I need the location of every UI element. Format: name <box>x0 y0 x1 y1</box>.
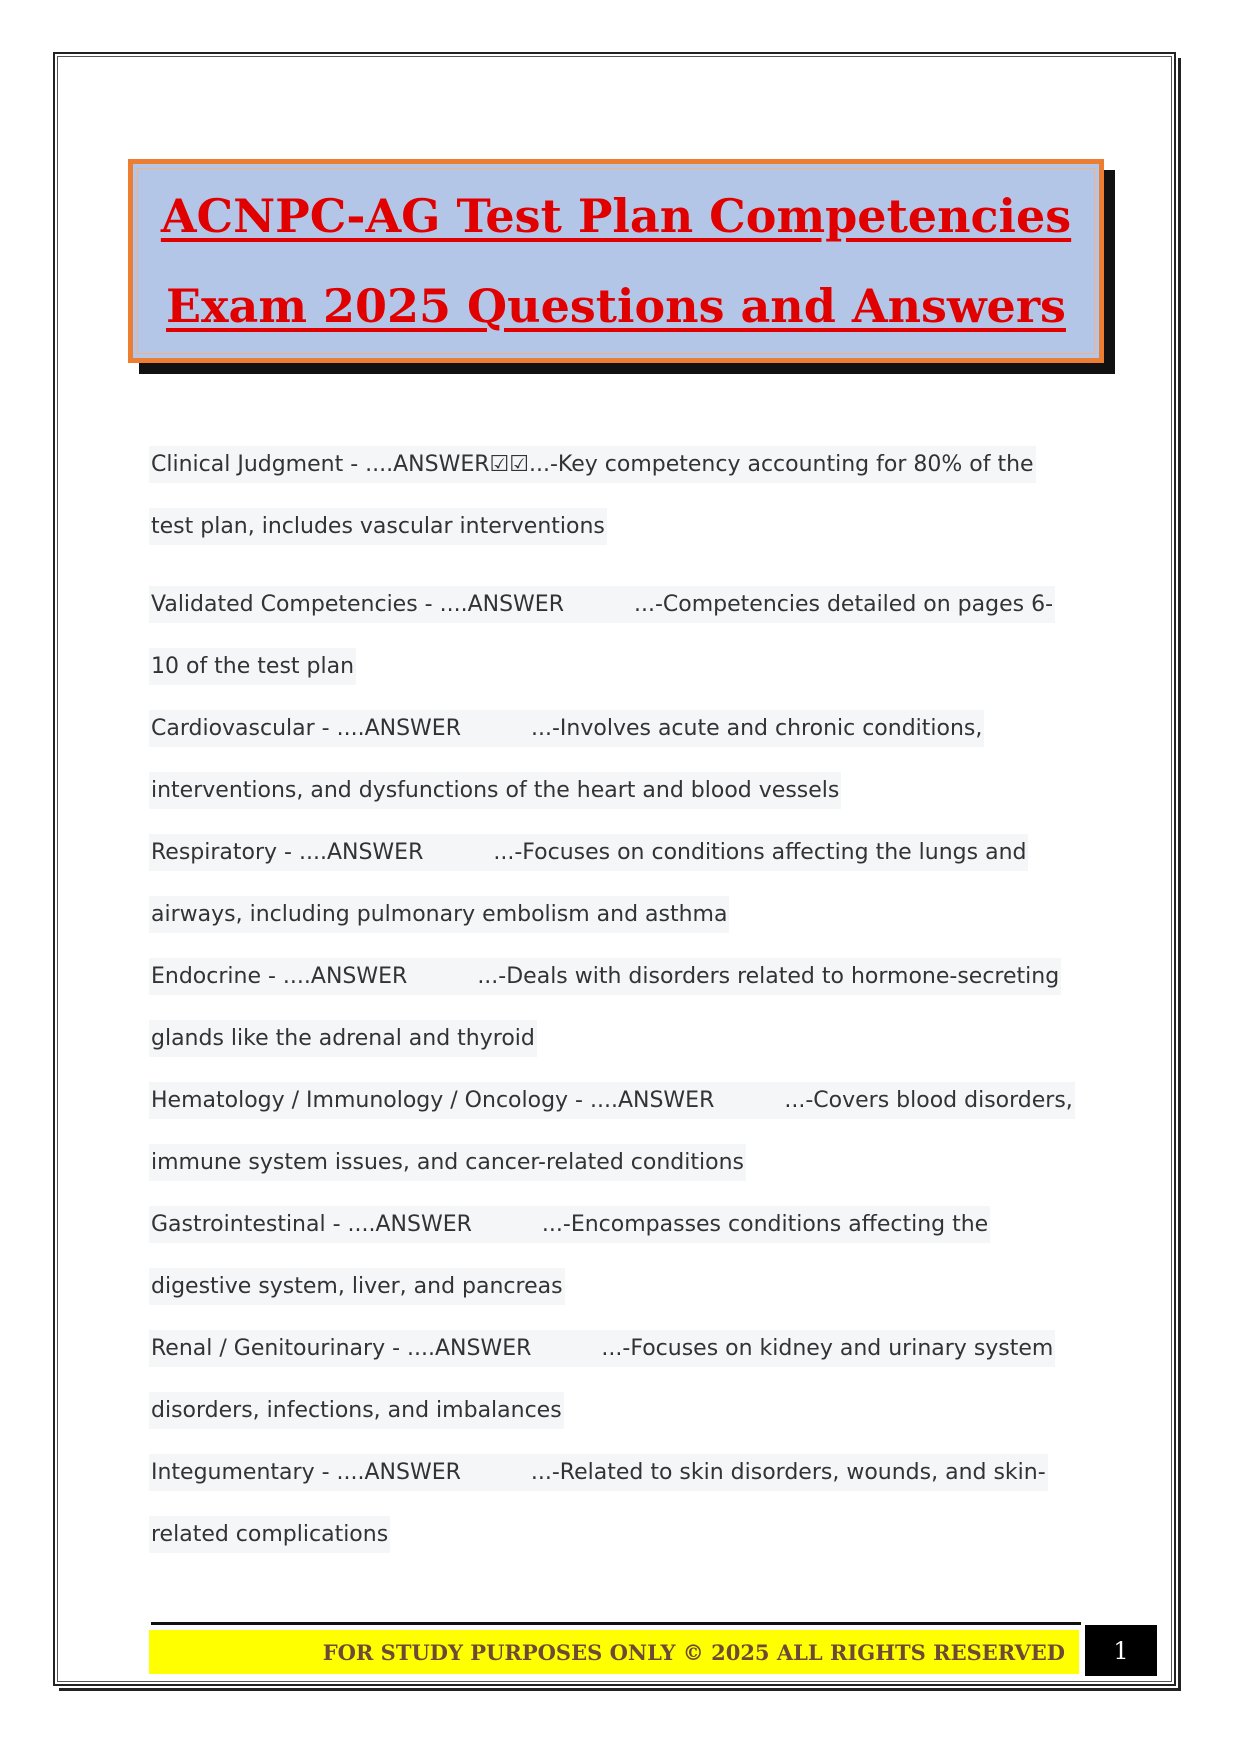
qa-answer-continuation: related complications <box>149 1516 390 1553</box>
qa-answer-continuation: interventions, and dysfunctions of the heart and blood vessels <box>149 772 841 809</box>
footer-band <box>149 1630 1079 1674</box>
qa-item-line <box>149 946 1089 1008</box>
qa-question: Clinical Judgment - ....ANSWER☑☑...-Key competency accounting for 80% of the <box>149 446 1036 483</box>
qa-answer-continuation: disorders, infections, and imbalances <box>149 1392 564 1429</box>
title-line-2: Exam 2025 Questions and Answers <box>166 279 1066 333</box>
qa-item-line <box>149 434 1089 496</box>
qa-continuation <box>149 1008 1089 1070</box>
qa-question: Gastrointestinal - ....ANSWER <box>151 1212 472 1237</box>
page-number: 1 <box>1085 1625 1157 1676</box>
qa-answer-continuation: glands like the adrenal and thyroid <box>149 1020 537 1057</box>
qa-continuation <box>149 1504 1089 1566</box>
title-box <box>128 159 1104 363</box>
qa-question: Cardiovascular - ....ANSWER <box>151 716 461 741</box>
qa-item-line <box>149 1070 1089 1132</box>
footer-rule <box>151 1622 1081 1625</box>
qa-answer: ...-Focuses on kidney and urinary system <box>601 1336 1054 1361</box>
qa-answer-continuation: test plan, includes vascular interventions <box>149 508 607 545</box>
qa-question: Hematology / Immunology / Oncology - ....ANSWER <box>151 1088 715 1113</box>
qa-continuation <box>149 1132 1089 1194</box>
qa-answer: ...-Encompasses conditions affecting the <box>541 1212 989 1237</box>
qa-question: Validated Competencies - ....ANSWER <box>151 592 564 617</box>
qa-answer-continuation: airways, including pulmonary embolism and asthma <box>149 896 729 933</box>
qa-continuation <box>149 496 1089 558</box>
qa-answer: ...-Related to skin disorders, wounds, and skin- <box>530 1460 1046 1485</box>
qa-answer: ...-Covers blood disorders, <box>784 1088 1073 1113</box>
qa-item-line <box>149 1442 1089 1504</box>
title-line-1: ACNPC-AG Test Plan Competencies <box>160 189 1072 243</box>
qa-answer: ...-Deals with disorders related to hormone-secreting <box>477 964 1060 989</box>
qa-question: Renal / Genitourinary - ....ANSWER <box>151 1336 532 1361</box>
qa-list <box>149 434 1089 1566</box>
qa-question: Integumentary - ....ANSWER <box>151 1460 461 1485</box>
qa-continuation <box>149 760 1089 822</box>
qa-answer: ...-Competencies detailed on pages 6- <box>633 592 1054 617</box>
qa-continuation <box>149 884 1089 946</box>
qa-continuation <box>149 1256 1089 1318</box>
qa-answer-continuation: immune system issues, and cancer-related conditions <box>149 1144 746 1181</box>
footer-copyright: FOR STUDY PURPOSES ONLY © 2025 ALL RIGHTS RESERVED <box>322 1639 1065 1665</box>
qa-continuation <box>149 636 1089 698</box>
qa-answer-continuation: 10 of the test plan <box>149 648 356 685</box>
qa-item-line <box>149 822 1089 884</box>
qa-item-line <box>149 574 1089 636</box>
qa-answer: ...-Involves acute and chronic conditions, <box>531 716 983 741</box>
qa-question: Respiratory - ....ANSWER <box>151 840 424 865</box>
qa-item-line <box>149 1194 1089 1256</box>
qa-answer: ...-Focuses on conditions affecting the lungs and <box>493 840 1027 865</box>
qa-item-line <box>149 1318 1089 1380</box>
qa-continuation <box>149 1380 1089 1442</box>
qa-answer-continuation: digestive system, liver, and pancreas <box>149 1268 565 1305</box>
qa-question: Endocrine - ....ANSWER <box>151 964 408 989</box>
qa-item-line <box>149 698 1089 760</box>
